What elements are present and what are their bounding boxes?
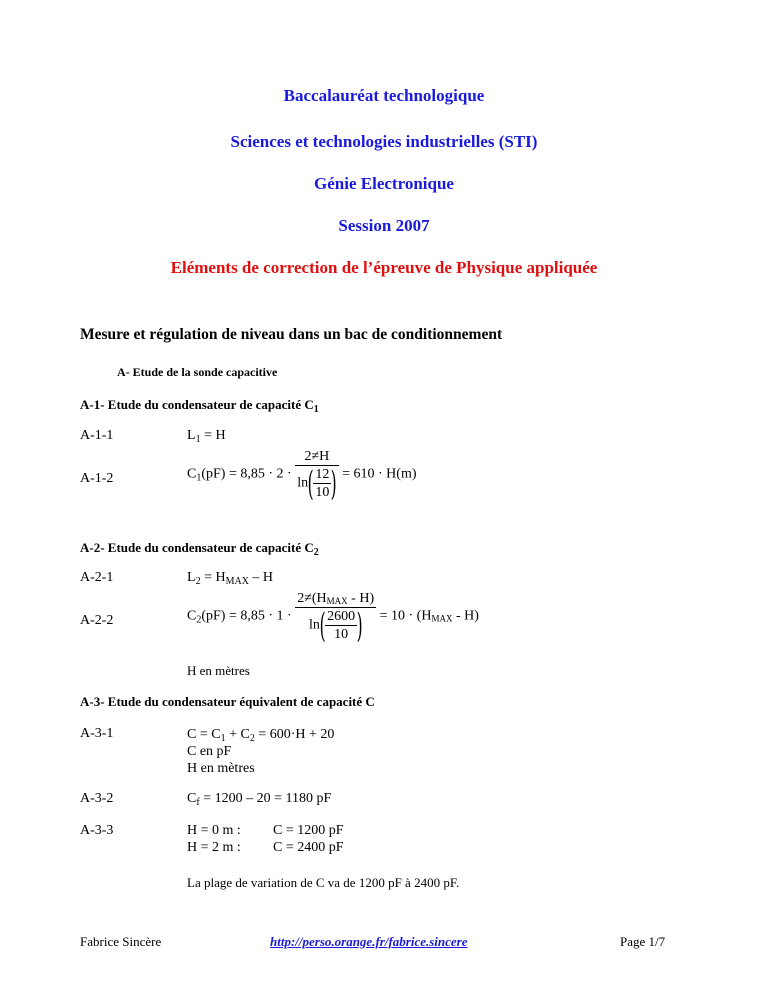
- footer-author: Fabrice Sincère: [80, 934, 162, 949]
- a2-2-note: H en mètres: [187, 663, 250, 678]
- header-line-2: Sciences et technologies industrielles (STI): [230, 132, 538, 151]
- a3-2-answer: $C_f = 1200 - 20 = 1180$ pF: [187, 791, 332, 808]
- a2-2-formula: $C_2(pF) = 8,85 \cdot 1$ · $2\ne(H_{MAX} - H)$ ln( $\frac{2600}{10}$ ) = $10 \cdot (H_{MAX} - H)$: [187, 591, 479, 646]
- a3-heading: A-3- Etude du condensateur équivalent de capacité C: [80, 694, 375, 709]
- a1-2-formula: $C_1(pF) = 8,85 \cdot 2$ · 2≠H ln( $\frac{12}{10}$ ) = 610 · H(m): [187, 449, 417, 504]
- a3-3-row-1-value: C = 1200 pF: [273, 823, 344, 838]
- a1-heading: A-1- Etude du condensateur de capacité $C_1$: [80, 397, 319, 415]
- a3-1-answer: $C = C_1 + C_2 = 600\cdot H + 20$ C en pF H en mètres: [187, 727, 335, 776]
- footer-page-number: Page 1/7: [620, 934, 666, 949]
- a3-3-row-1: H = 0 m :: [187, 823, 241, 838]
- a2-2-number: A-2-2: [80, 613, 114, 628]
- header-line-1: Baccalauréat technologique: [283, 86, 485, 105]
- a3-3-row-2: H = 2 m :: [187, 840, 241, 855]
- a3-2-number: A-3-2: [80, 791, 114, 806]
- section-a-heading: A- Etude de la sonde capacitive: [117, 365, 278, 379]
- a2-heading: A-2- Etude du condensateur de capacité $C_2$: [80, 540, 319, 558]
- a2-1-answer: $L_2 = H_{MAX} - H$: [187, 570, 274, 587]
- a1-1-answer: $L_1 = H$: [187, 428, 226, 445]
- footer-url-link[interactable]: http://perso.orange.fr/fabrice.sincere: [270, 934, 468, 949]
- header-line-4: Session 2007: [338, 216, 430, 235]
- a3-3-row-2-value: C = 2400 pF: [273, 840, 344, 855]
- header-line-3: Génie Electronique: [314, 174, 454, 193]
- a1-1-number: A-1-1: [80, 428, 114, 443]
- header-line-5: Eléments de correction de l’épreuve de Physique appliquée: [170, 258, 598, 277]
- a2-1-number: A-2-1: [80, 570, 114, 585]
- a3-3-number: A-3-3: [80, 823, 114, 838]
- a3-1-number: A-3-1: [80, 726, 114, 741]
- a1-2-number: A-1-2: [80, 471, 114, 486]
- main-title: Mesure et régulation de niveau dans un bac de conditionnement: [80, 326, 503, 343]
- a3-3-conclusion: La plage de variation de C va de 1200 pF à 2400 pF.: [187, 875, 460, 890]
